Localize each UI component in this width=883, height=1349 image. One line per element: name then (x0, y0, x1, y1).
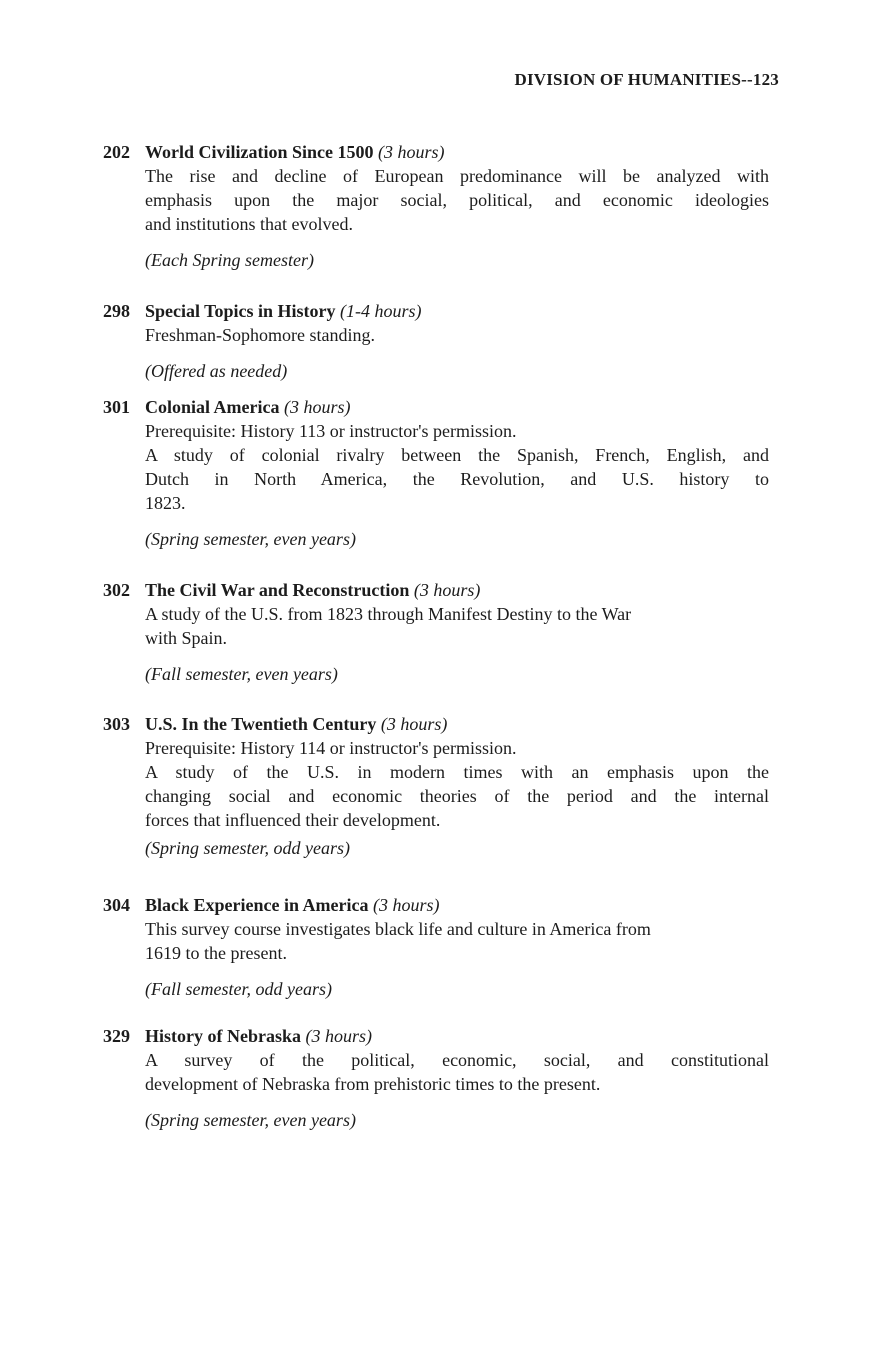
course-schedule: (Offered as needed) (145, 361, 288, 381)
course-number: 329 (103, 1026, 130, 1046)
course-number: 301 (103, 397, 130, 417)
course-entry-329 (103, 1024, 773, 1132)
description-line: changing social and economic theories of the period and the internal (145, 786, 769, 806)
course-hours: (3 hours) (378, 142, 445, 162)
course-heading (103, 140, 773, 164)
description-line: A survey of the political, economic, social, and constitutional (145, 1050, 769, 1070)
course-hours: (3 hours) (413, 580, 481, 600)
course-heading (103, 712, 773, 736)
course-title: U.S. In the Twentieth Century (145, 714, 377, 734)
course-hours: (3 hours) (283, 397, 351, 417)
description-line: A study of the U.S. in modern times with an emphasis upon the (145, 762, 769, 782)
course-description (145, 164, 769, 272)
description-line: 1823. (145, 493, 186, 513)
course-heading (103, 893, 773, 917)
description-line: 1619 to the present. (145, 943, 287, 963)
course-entry-202 (103, 140, 773, 272)
course-schedule: (Fall semester, odd years) (145, 979, 332, 999)
course-title: Black Experience in America (145, 895, 369, 915)
course-hours: (3 hours) (372, 895, 440, 915)
course-number: 304 (103, 895, 130, 915)
course-entry-303 (103, 712, 773, 860)
course-entry-304 (103, 893, 773, 1001)
description-line: forces that influenced their development. (145, 810, 441, 830)
description-line: emphasis upon the major social, political, and economic ideologies (145, 190, 769, 210)
description-line: Dutch in North America, the Revolution, and U.S. history to (145, 469, 769, 489)
description-line: A study of the U.S. from 1823 through Manifest Destiny to the War (145, 604, 632, 624)
course-hours: (3 hours) (380, 714, 448, 734)
course-description (145, 736, 769, 860)
course-heading (103, 395, 773, 419)
course-title: History of Nebraska (145, 1026, 301, 1046)
course-heading (103, 1024, 773, 1048)
course-schedule: (Spring semester, even years) (145, 529, 356, 549)
course-hours: (1-4 hours) (340, 301, 422, 321)
course-heading (103, 578, 773, 602)
description-line: Freshman-Sophomore standing. (145, 325, 375, 345)
course-entry-301 (103, 395, 773, 551)
description-line: with Spain. (145, 628, 228, 648)
description-line: and institutions that evolved. (145, 214, 353, 234)
course-number: 298 (103, 301, 130, 321)
description-line: This survey course investigates black life and culture in America from (145, 919, 651, 939)
course-schedule: (Spring semester, odd years) (145, 838, 350, 858)
course-description (145, 419, 769, 551)
course-title: The Civil War and Reconstruction (145, 580, 410, 600)
course-title: Colonial America (145, 397, 280, 417)
course-number: 302 (103, 580, 130, 600)
course-title: World Civilization Since 1500 (145, 142, 374, 162)
course-hours: (3 hours) (305, 1026, 372, 1046)
description-line: Prerequisite: History 114 or instructor's permission. (145, 738, 517, 758)
running-head: DIVISION OF HUMANITIES--123 (514, 70, 779, 89)
course-title: Special Topics in History (145, 301, 336, 321)
description-line: Prerequisite: History 113 or instructor's permission. (145, 421, 517, 441)
description-line: development of Nebraska from prehistoric times to the present. (145, 1074, 601, 1094)
course-heading (103, 299, 773, 323)
course-number: 303 (103, 714, 130, 734)
course-description (145, 602, 769, 686)
description-line: The rise and decline of European predominance will be analyzed with (145, 166, 769, 186)
course-schedule: (Spring semester, even years) (145, 1110, 356, 1130)
course-description (145, 323, 769, 383)
course-description (145, 917, 769, 1001)
course-description (145, 1048, 769, 1132)
course-number: 202 (103, 142, 130, 162)
course-schedule: (Each Spring semester) (145, 250, 314, 270)
course-entry-298 (103, 299, 773, 383)
description-line: A study of colonial rivalry between the Spanish, French, English, and (145, 445, 769, 465)
course-schedule: (Fall semester, even years) (145, 664, 338, 684)
course-entry-302 (103, 578, 773, 686)
